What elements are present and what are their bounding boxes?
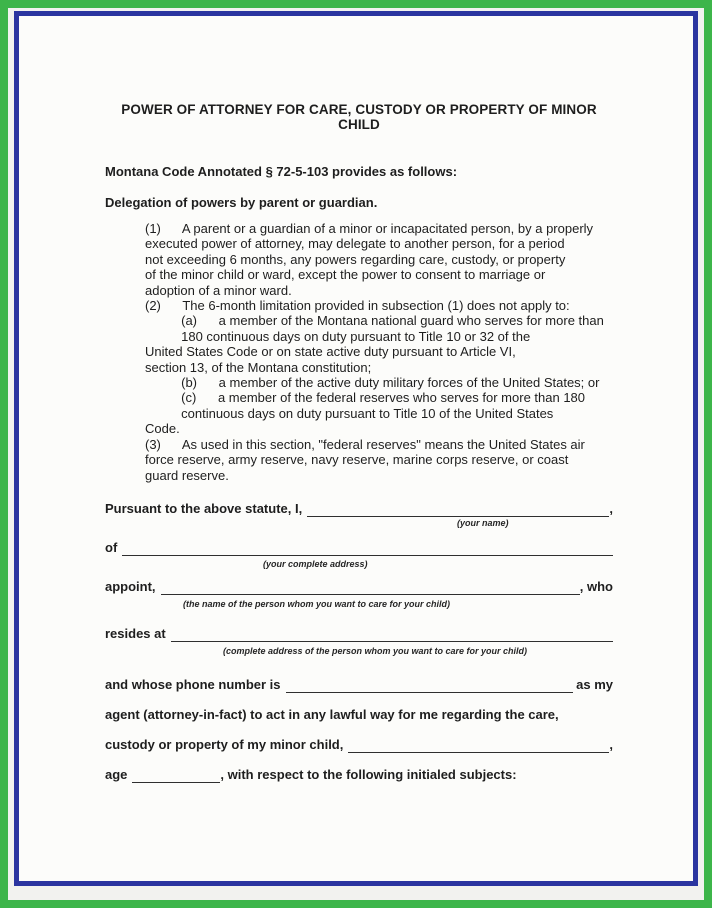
statute-line: section 13, of the Montana constitution;: [145, 359, 372, 375]
principal-name-label: Pursuant to the above statute, I,: [105, 500, 303, 516]
statute-text-block: [145, 221, 613, 483]
statute-line: of the minor child or ward, except the power to consent to marriage or: [145, 267, 546, 283]
statute-line: (2) The 6-month limitation provided in subsection (1) does not apply to:: [145, 298, 570, 314]
statute-citation: Montana Code Annotated § 72-5-103 provides as follows:: [105, 164, 458, 179]
statute-line: force reserve, army reserve, navy reserve, marine corps reserve, or coast: [145, 452, 569, 468]
principal-address-field[interactable]: [122, 542, 613, 556]
agent-name-label: appoint,: [105, 578, 156, 594]
statute-line: not exceeding 6 months, any powers regarding care, custody, or property: [145, 251, 566, 267]
statute-line: (b) a member of the active duty military forces of the United States; or: [145, 375, 600, 391]
principal-name-row: [105, 501, 613, 517]
minor-child-label: custody or property of my minor child,: [105, 736, 344, 752]
page-title: POWER OF ATTORNEY FOR CARE, CUSTODY OR PROPERTY OF MINOR CHILD: [121, 102, 597, 132]
agent-address-field[interactable]: [171, 628, 613, 642]
agent-powers-text: agent (attorney-in-fact) to act in any lawful way for me regarding the care,: [105, 706, 559, 722]
agent-phone-suffix: as my: [572, 676, 613, 692]
principal-name-field[interactable]: [307, 503, 609, 517]
principal-address-caption: (your complete address): [263, 558, 368, 569]
principal-address-label: of: [105, 539, 118, 555]
statute-line: adoption of a minor ward.: [145, 282, 292, 298]
agent-phone-row: [105, 677, 613, 693]
statute-line: (3) As used in this section, "federal reserves" means the United States air: [145, 436, 585, 452]
statute-heading: Delegation of powers by parent or guardian.: [105, 195, 378, 210]
poa-form: [105, 501, 613, 783]
principal-name-suffix: ,: [609, 500, 613, 516]
child-age-field[interactable]: [132, 769, 220, 783]
document-page: [19, 16, 693, 881]
child-age-row: [105, 767, 613, 783]
statute-line: (c) a member of the federal reserves who serves for more than 180: [145, 390, 586, 406]
child-age-label: age: [105, 766, 128, 782]
principal-name-caption: (your name): [457, 517, 509, 528]
agent-phone-field[interactable]: [286, 679, 573, 693]
statute-line: (1) A parent or a guardian of a minor or incapacitated person, by a properly: [145, 221, 594, 236]
statute-line: Code.: [145, 421, 180, 437]
principal-address-row: [105, 540, 613, 556]
statute-line: executed power of attorney, may delegate to another person, for a period: [145, 236, 565, 252]
minor-child-name-field[interactable]: [348, 739, 609, 753]
statute-line: continuous days on duty pursuant to Title 10 of the United States: [145, 405, 554, 421]
agent-address-row: [105, 626, 613, 642]
minor-child-suffix: ,: [609, 736, 613, 752]
statute-line: 180 continuous days on duty pursuant to Title 10 or 32 of the: [145, 328, 531, 344]
statute-line: guard reserve.: [145, 467, 229, 483]
agent-name-field[interactable]: [161, 581, 580, 595]
agent-name-row: [105, 579, 613, 595]
statute-line: United States Code or on state active duty pursuant to Article VI,: [145, 344, 516, 360]
agent-name-suffix: , who: [579, 578, 613, 594]
child-age-suffix: , with respect to the following initialed subjects:: [220, 766, 517, 782]
statute-line: (a) a member of the Montana national guard who serves for more than: [145, 313, 604, 329]
agent-powers-text-row: [105, 707, 613, 723]
agent-address-label: resides at: [105, 625, 166, 641]
agent-phone-label: and whose phone number is: [105, 676, 281, 692]
minor-child-name-row: [105, 737, 613, 753]
blue-document-border: [14, 11, 698, 886]
agent-address-caption: (complete address of the person whom you want to care for your child): [223, 645, 528, 656]
agent-name-caption: (the name of the person whom you want to care for your child): [183, 598, 451, 609]
